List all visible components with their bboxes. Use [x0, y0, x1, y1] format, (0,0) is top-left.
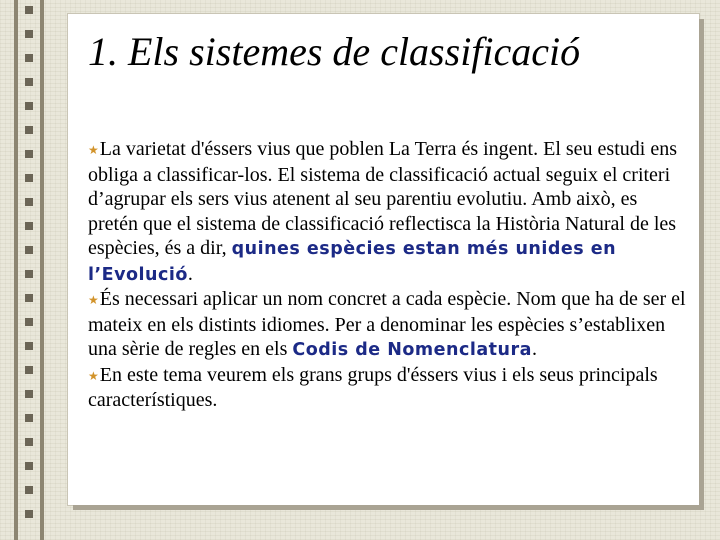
paragraph-text: En este tema veurem els grans grups d'éssers vius i els seus principals característiques. [88, 363, 658, 411]
slide-body [88, 137, 688, 413]
paragraph-text-end: . [531, 338, 537, 360]
paragraph-text: És necessari aplicar un nom concret a cada espècie. Nom que ha de ser el mateix en els distints idiomes. Per a denominar les espècies s’establixen una sèrie de regles en els [88, 288, 686, 360]
star-icon: ★ [88, 293, 99, 307]
slide-content-panel [68, 14, 699, 505]
slide-title: 1. Els sistemes de classificació [88, 29, 581, 74]
star-icon: ★ [88, 368, 99, 383]
bullet-paragraph-3 [88, 363, 688, 413]
star-icon: ★ [88, 143, 99, 157]
highlighted-text: Codis de Nomenclatura [292, 340, 532, 360]
paragraph-text-end: . [187, 262, 193, 285]
highlighted-text: quines espècies estan més unides en l’Evolució [88, 239, 617, 285]
paragraph-text: La varietat d'éssers vius que poblen La Terra és ingent. El seu estudi ens obliga a classificar-los. El sistema de classificació actual seguix el criteri d’agrupar els sers vius atenent al seu parentiu evolutiu. Amb això, es pretén que el sistema de classificació reflectisca la Història Natural de les espècies, és a dir, [88, 138, 677, 259]
bullet-paragraph-1 [88, 137, 688, 287]
decorative-border-left [4, 0, 54, 540]
bullet-paragraph-2 [88, 287, 688, 363]
